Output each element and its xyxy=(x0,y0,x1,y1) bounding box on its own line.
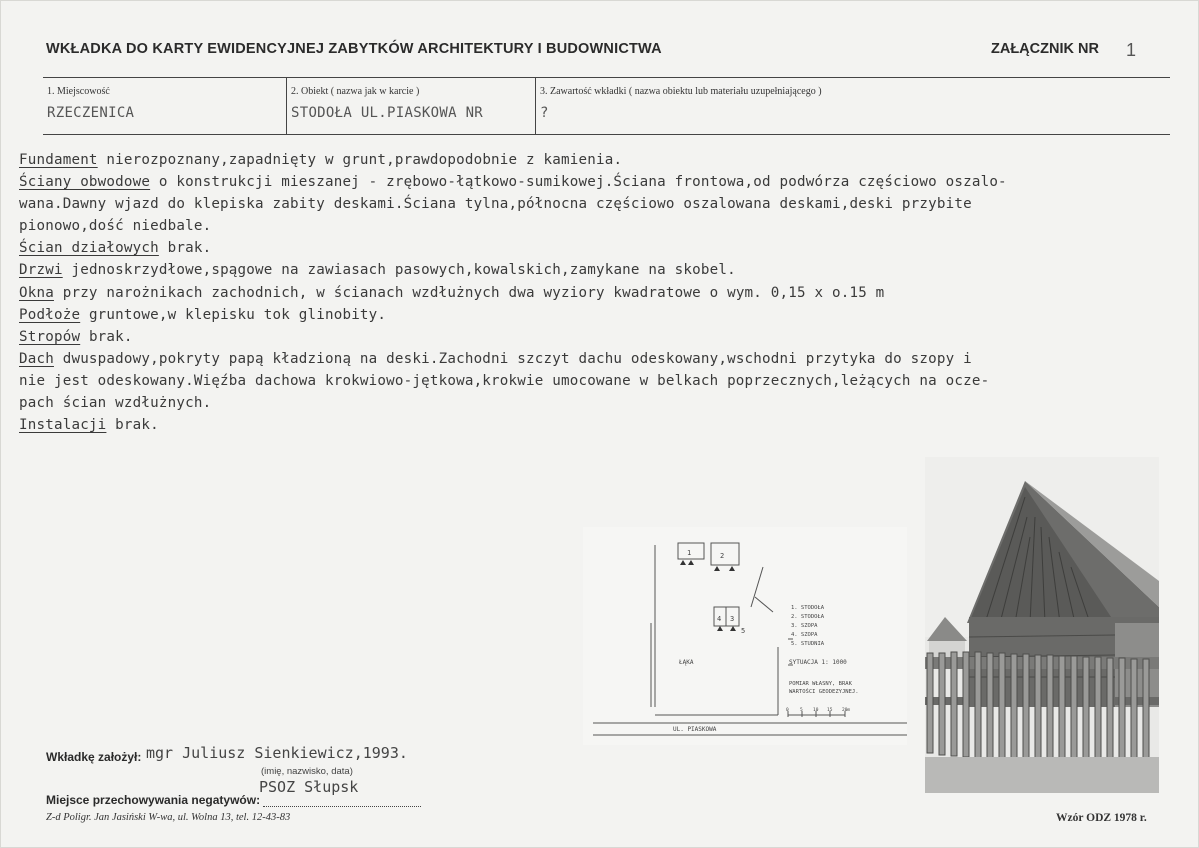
line-text: nierozpoznany,zapadnięty w grunt,prawdopodobnie z kamienia. xyxy=(97,152,623,168)
well-marker: 5 xyxy=(741,627,746,635)
description-line xyxy=(19,414,1179,436)
building-3-label: 3 xyxy=(730,615,735,623)
keyword: Instalacji xyxy=(19,417,107,434)
field-content-label: 3. Zawartość wkładki ( nazwa obiektu lub materiału uzupełniającego ) xyxy=(540,86,822,97)
keyword: Podłoże xyxy=(19,306,81,323)
keyword: Dach xyxy=(19,350,54,367)
description-text xyxy=(19,149,1179,436)
legend-item: 4. SZOPA xyxy=(791,632,818,638)
field-content-value: ? xyxy=(540,105,549,121)
description-line xyxy=(19,259,1179,281)
storage-label xyxy=(46,793,421,807)
line-text: brak. xyxy=(158,240,212,257)
annex-number: 1 xyxy=(1126,40,1137,60)
line-text: dwuspadowy,pokryty papą kładzioną na deski.Zachodni szczyt dachu odeskowany,wschodni przytyka do szopy i xyxy=(53,350,972,367)
measurement-note-1: POMIAR WŁASNY, BRAK xyxy=(789,681,852,687)
card-title: WKŁADKA DO KARTY EWIDENCYJNEJ ZABYTKÓW ARCHITEKTURY I BUDOWNICTWA xyxy=(46,41,662,57)
field-locality-value: RZECZENICA xyxy=(47,105,135,121)
field-locality xyxy=(43,78,286,134)
line-text: pionowo,dość niedbale. xyxy=(19,218,212,235)
line-text: brak. xyxy=(106,417,159,434)
line-text: nie jest odeskowany.Więźba dachowa krokwiowo-jętkowa,krokwie umocowane w belkach poprzecznych,leżących na ocze- xyxy=(19,372,990,389)
field-content xyxy=(535,78,1170,134)
field-object-value: STODOŁA UL.PIASKOWA NR xyxy=(291,105,484,121)
street-label: UL. PIASKOWA xyxy=(673,726,717,733)
field-object-label: 2. Obiekt ( nazwa jak w karcie ) xyxy=(291,86,420,97)
description-line xyxy=(19,215,1179,237)
keyword: Ścian działowych xyxy=(19,240,159,257)
building-2-label: 2 xyxy=(720,552,725,560)
meadow-label: ŁĄKA xyxy=(679,659,694,666)
description-line xyxy=(19,193,1179,215)
building-1-label: 1 xyxy=(687,549,692,557)
site-plan xyxy=(583,527,907,745)
north-arrow xyxy=(751,567,763,607)
description-line xyxy=(19,370,1179,392)
founder-label: Wkładkę założył: xyxy=(46,750,142,764)
field-object xyxy=(286,78,535,134)
building-4-label: 4 xyxy=(717,615,722,623)
keyword: Drzwi xyxy=(19,262,63,279)
line-text: pach ścian wzdłużnych. xyxy=(19,395,212,412)
plan-legend xyxy=(786,605,859,713)
line-text: jednoskrzydłowe,spągowe na zawiasach pasowych,kowalskich,zamykane na skobel. xyxy=(62,262,736,279)
storage-dotted-line xyxy=(263,805,421,807)
description-line xyxy=(19,171,1179,193)
line-text: gruntowe,w klepisku tok glinobity. xyxy=(80,306,387,323)
storage-label-text: Miejsce przechowywania negatywów: xyxy=(46,793,261,807)
keyword: Okna xyxy=(19,284,54,301)
line-text: wana.Dawny wjazd do klepiska zabity deskami.Ściana tylna,północna częściowo oszalowana deskami,deski przybite xyxy=(19,196,972,213)
description-line xyxy=(19,392,1179,414)
line-text: o konstrukcji mieszanej - zrębowo-łątkowo-sumikowej.Ściana frontowa,od podwórza częściowo oszalo- xyxy=(150,174,1007,191)
description-line xyxy=(19,348,1179,370)
description-line xyxy=(19,304,1179,326)
printer-imprint: Z-d Poligr. Jan Jasiński W-wa, ul. Wolna 13, tel. 12-43-83 xyxy=(46,812,291,823)
building-2 xyxy=(711,543,739,565)
barn-photograph xyxy=(925,457,1159,793)
keyword: Fundament xyxy=(19,152,98,168)
founder-value: mgr Juliusz Sienkiewicz,1993. xyxy=(146,744,408,762)
legend-item: 5. STUDNIA xyxy=(791,641,825,647)
line-text: przy narożnikach zachodnich, w ścianach wzdłużnych dwa wyziory kwadratowe o wym. 0,15 x o.15 m xyxy=(53,284,885,301)
scale-tick: 15 xyxy=(827,708,833,713)
description-line xyxy=(19,326,1179,348)
scale-tick: 20m xyxy=(842,708,851,713)
description-line xyxy=(19,282,1179,304)
legend-item: 1. STODOŁA xyxy=(791,605,825,611)
measurement-note-2: WARTOŚCI GEODEZYJNEJ. xyxy=(789,689,859,695)
barn-photo-image xyxy=(925,457,1159,793)
legend-item: 2. STODOŁA xyxy=(791,614,825,620)
keyword: Stropów xyxy=(19,328,81,345)
founder-caption: (imię, nazwisko, data) xyxy=(261,766,353,777)
building-markers xyxy=(680,560,736,631)
line-text: brak. xyxy=(80,328,133,345)
header-fields xyxy=(43,77,1170,135)
description-line xyxy=(19,237,1179,259)
legend-item: 3. SZOPA xyxy=(791,623,818,629)
form-model: Wzór ODZ 1978 r. xyxy=(1056,812,1147,824)
scale-tick: 5 xyxy=(800,708,803,713)
storage-value: PSOZ Słupsk xyxy=(259,778,359,796)
annex-label: ZAŁĄCZNIK NR xyxy=(991,41,1099,57)
keyword: Ściany obwodowe xyxy=(19,174,151,191)
scale-tick: 10 xyxy=(813,708,819,713)
situation-scale: SYTUACJA 1: 1000 xyxy=(789,659,847,666)
site-plan-drawing xyxy=(583,527,907,745)
scale-tick: 0 xyxy=(786,708,789,713)
description-line xyxy=(19,149,1179,171)
field-locality-label: 1. Miejscowość xyxy=(47,86,110,97)
